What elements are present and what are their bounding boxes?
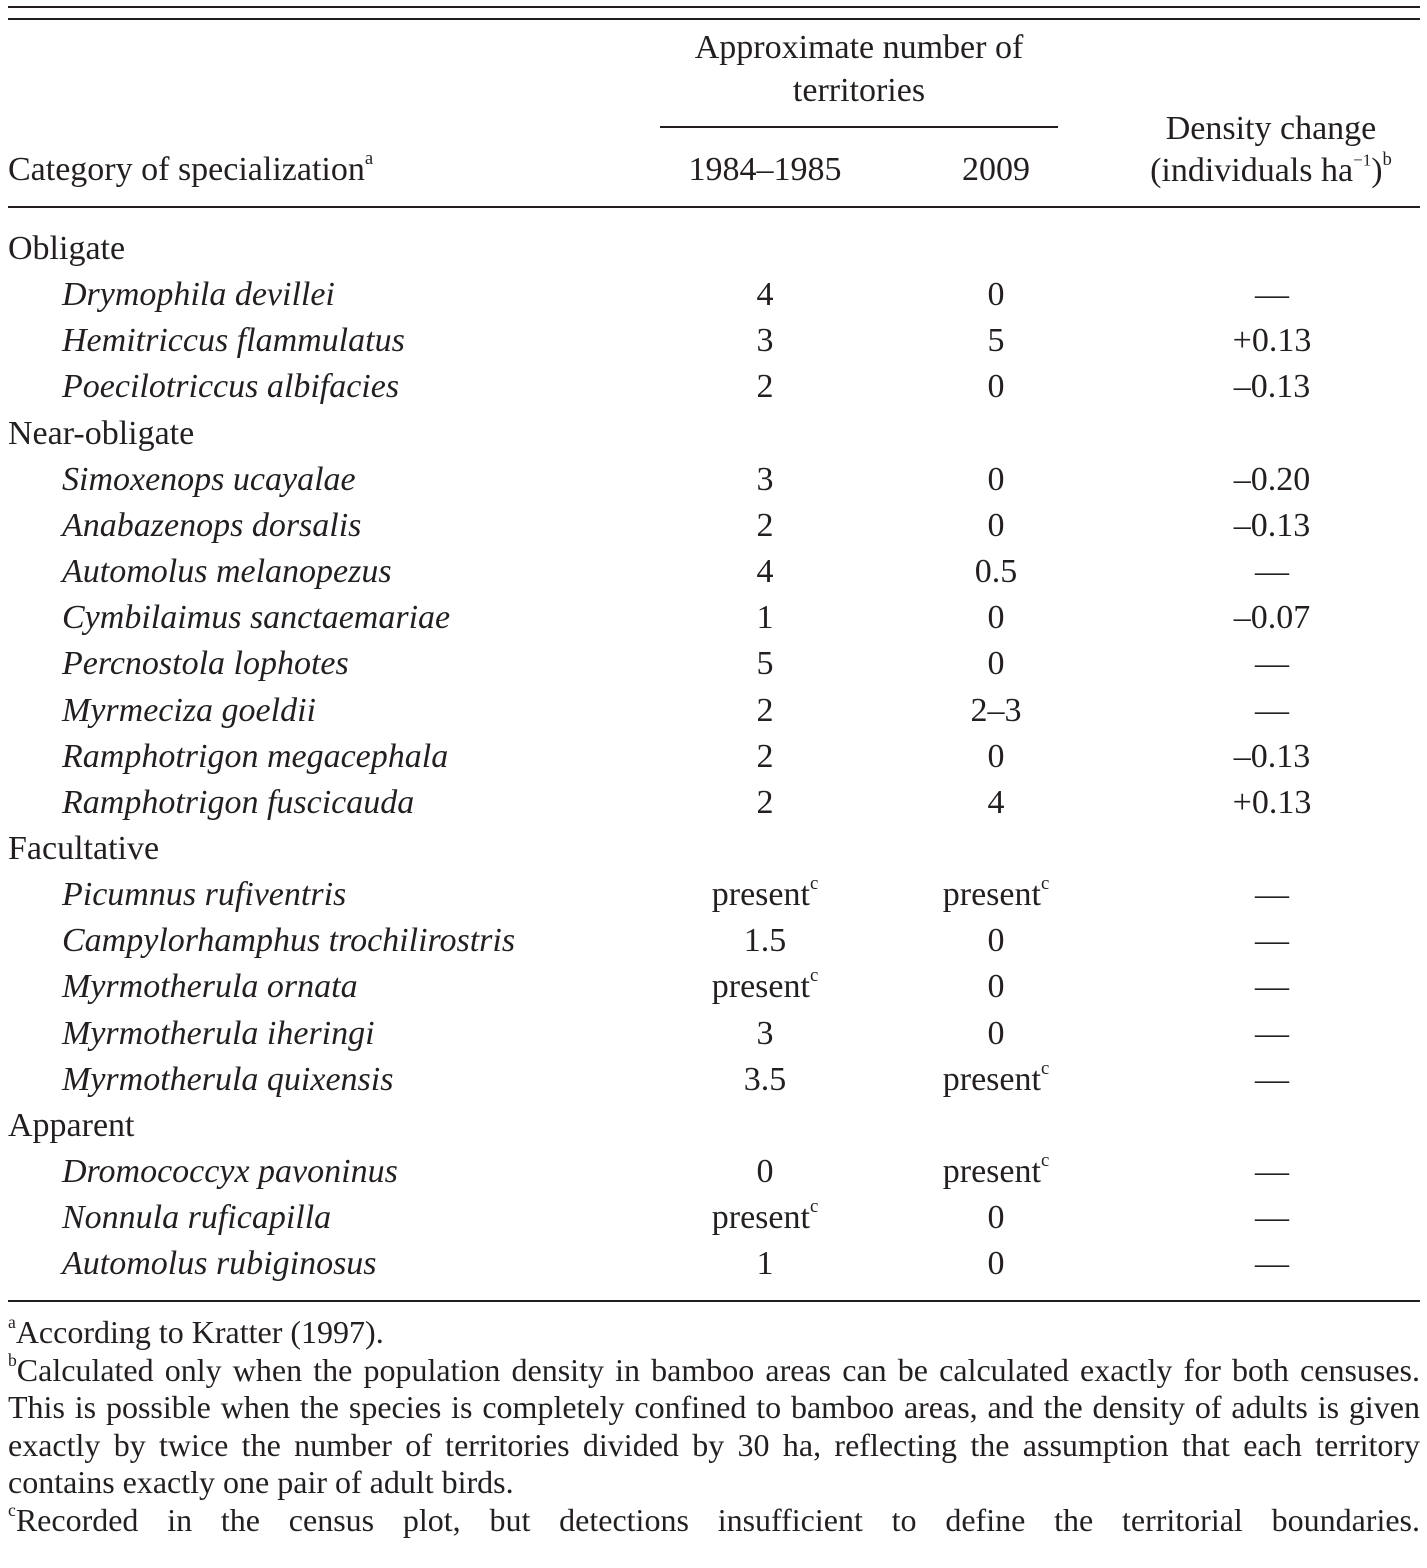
- cell-1984-1985: present$^c$: [711, 965, 819, 1006]
- cell-2009: 5: [987, 322, 1005, 360]
- cell-1984-1985: 3: [756, 460, 774, 498]
- cell-2009: 0: [987, 276, 1005, 314]
- cell-density-change: —: [1255, 1060, 1289, 1098]
- footnote-mark: b: [1382, 149, 1392, 171]
- footnote-c: $^c$Recorded in the census plot, but detections insufficient to define the territorial boundaries.: [8, 1499, 1420, 1538]
- header-rule: [8, 206, 1420, 208]
- species-name: Percnostola lophotes: [62, 645, 349, 683]
- footnote-mark: c: [1040, 1057, 1050, 1079]
- species-name: Myrmotherula quixensis: [62, 1060, 394, 1098]
- cell-1984-1985: 0: [756, 1153, 774, 1190]
- cell-density-change: —: [1255, 276, 1289, 314]
- cell-1984-1985: 3.5: [743, 1060, 787, 1098]
- cell-2009: present$^c$: [942, 1150, 1050, 1190]
- cell-density-change: –0.07: [1233, 599, 1311, 637]
- species-name: Campylorhamphus trochilirostris: [62, 922, 516, 960]
- species-name: Myrmeciza goeldii: [62, 691, 316, 729]
- footnote-mark: c: [1040, 873, 1050, 895]
- cell-2009: present$^c$: [942, 873, 1050, 914]
- cell-1984-1985: 3: [756, 322, 774, 360]
- header-density-line1: Density change: [1165, 110, 1377, 147]
- cell-2009: 0: [987, 368, 1005, 406]
- cell-2009: 0: [987, 506, 1005, 544]
- header-density-line2: (individuals $ha^{-1})^b$: [1150, 149, 1392, 189]
- cell-1984-1985: 2: [756, 737, 774, 775]
- cell-2009: 0: [987, 460, 1005, 498]
- cell-2009: 0: [987, 645, 1005, 683]
- species-name: Nonnula ruficapilla: [62, 1199, 332, 1237]
- cell-density-change: –0.13: [1233, 737, 1311, 775]
- cell-density-change: +0.13: [1232, 783, 1312, 821]
- cell-density-change: —: [1255, 1014, 1289, 1052]
- footnote-mark: a: [364, 148, 374, 170]
- cell-2009: 0: [987, 968, 1005, 1006]
- cell-1984-1985: 4: [756, 276, 774, 314]
- footnote-mark: c: [1040, 1150, 1050, 1172]
- bottom-rule: [8, 1300, 1420, 1302]
- cell-1984-1985: 5: [756, 645, 774, 683]
- cell-1984-1985: 1: [756, 1245, 774, 1283]
- cell-2009: 0: [987, 1245, 1005, 1283]
- top-rule-outer: [8, 6, 1420, 8]
- cell-2009: 0: [987, 922, 1005, 960]
- species-name: Picumnus rufiventris: [62, 876, 347, 914]
- footnotes: [8, 1314, 1420, 1539]
- cell-density-change: —: [1255, 968, 1289, 1006]
- cell-density-change: —: [1255, 645, 1289, 683]
- cell-density-change: —: [1255, 1245, 1289, 1283]
- cell-density-change: +0.13: [1232, 322, 1312, 360]
- species-name: Anabazenops dorsalis: [62, 506, 362, 544]
- cell-1984-1985: 4: [756, 553, 774, 591]
- cell-2009: 0: [987, 599, 1005, 637]
- species-name: Automolus rubiginosus: [62, 1245, 377, 1283]
- cell-density-change: –0.13: [1233, 368, 1311, 406]
- cell-2009: 2–3: [970, 691, 1022, 729]
- cell-density-change: —: [1255, 553, 1289, 591]
- cell-density-change: –0.13: [1233, 506, 1311, 544]
- cell-density-change: –0.20: [1233, 460, 1311, 498]
- cell-2009: 4: [987, 783, 1005, 821]
- category-label: Obligate: [8, 230, 126, 267]
- header-year-1984: 1984–1985: [688, 151, 842, 188]
- cell-1984-1985: 2: [756, 783, 774, 821]
- cell-2009: 0: [987, 737, 1005, 775]
- cell-1984-1985: 2: [756, 691, 774, 729]
- cell-1984-1985: 1.5: [743, 922, 787, 960]
- cell-density-change: —: [1255, 1199, 1289, 1237]
- species-name: Automolus melanopezus: [62, 553, 392, 591]
- category-label: Facultative: [8, 829, 160, 867]
- cell-2009: present$^c$: [942, 1057, 1050, 1098]
- cell-density-change: —: [1255, 691, 1289, 729]
- species-name: Simoxenops ucayalae: [62, 460, 356, 498]
- species-name: Myrmotherula iheringi: [62, 1014, 375, 1052]
- species-name: Ramphotrigon megacephala: [62, 737, 449, 775]
- species-name: Hemitriccus flammulatus: [62, 322, 405, 360]
- footnote-mark: c: [809, 873, 819, 895]
- category-label: Apparent: [8, 1106, 135, 1144]
- cell-1984-1985: present$^c$: [711, 1196, 819, 1237]
- cell-2009: 0: [987, 1199, 1005, 1237]
- cell-1984-1985: 3: [756, 1014, 774, 1052]
- footnote-mark: c: [809, 965, 819, 987]
- cell-1984-1985: 1: [756, 599, 774, 637]
- species-name: Poecilotriccus albifacies: [62, 368, 400, 406]
- cell-density-change: —: [1255, 922, 1289, 960]
- header-span-rule: [660, 126, 1058, 128]
- cell-density-change: —: [1255, 876, 1289, 914]
- top-rule-inner: [8, 18, 1420, 20]
- species-name: Dromococcyx pavoninus: [62, 1153, 398, 1190]
- species-name: Drymophila devillei: [62, 276, 335, 314]
- cell-1984-1985: 2: [756, 368, 774, 406]
- header-span-line1: Approximate number of: [694, 29, 1024, 66]
- cell-1984-1985: present$^c$: [711, 873, 819, 914]
- header-year-2009: 2009: [962, 151, 1030, 188]
- footnote-mark: c: [809, 1196, 819, 1218]
- header-category: Category of specialization$^a$: [8, 148, 374, 188]
- species-name: Ramphotrigon fuscicauda: [62, 783, 415, 821]
- cell-2009: 0: [987, 1014, 1005, 1052]
- category-label: Near-obligate: [8, 414, 195, 452]
- species-name: Myrmotherula ornata: [62, 968, 358, 1006]
- cell-2009: 0.5: [974, 553, 1018, 591]
- cell-density-change: —: [1255, 1153, 1289, 1190]
- cell-1984-1985: 2: [756, 506, 774, 544]
- species-name: Cymbilaimus sanctaemariae: [62, 599, 451, 637]
- footnote-b: $^b$Calculated only when the population density in bamboo areas can be calculated exactly for both censuses. This is possible when the species is completely confined to bamboo areas, and the density of adults is given exactly by twice the number of territories divided by 30 ha, reflecting the assumption that each territory contains exactly one pair of adult birds.: [8, 1349, 1420, 1500]
- footnote-a: $^a$According to Kratter (1997).: [8, 1312, 384, 1350]
- header-span-line2: territories: [792, 72, 926, 109]
